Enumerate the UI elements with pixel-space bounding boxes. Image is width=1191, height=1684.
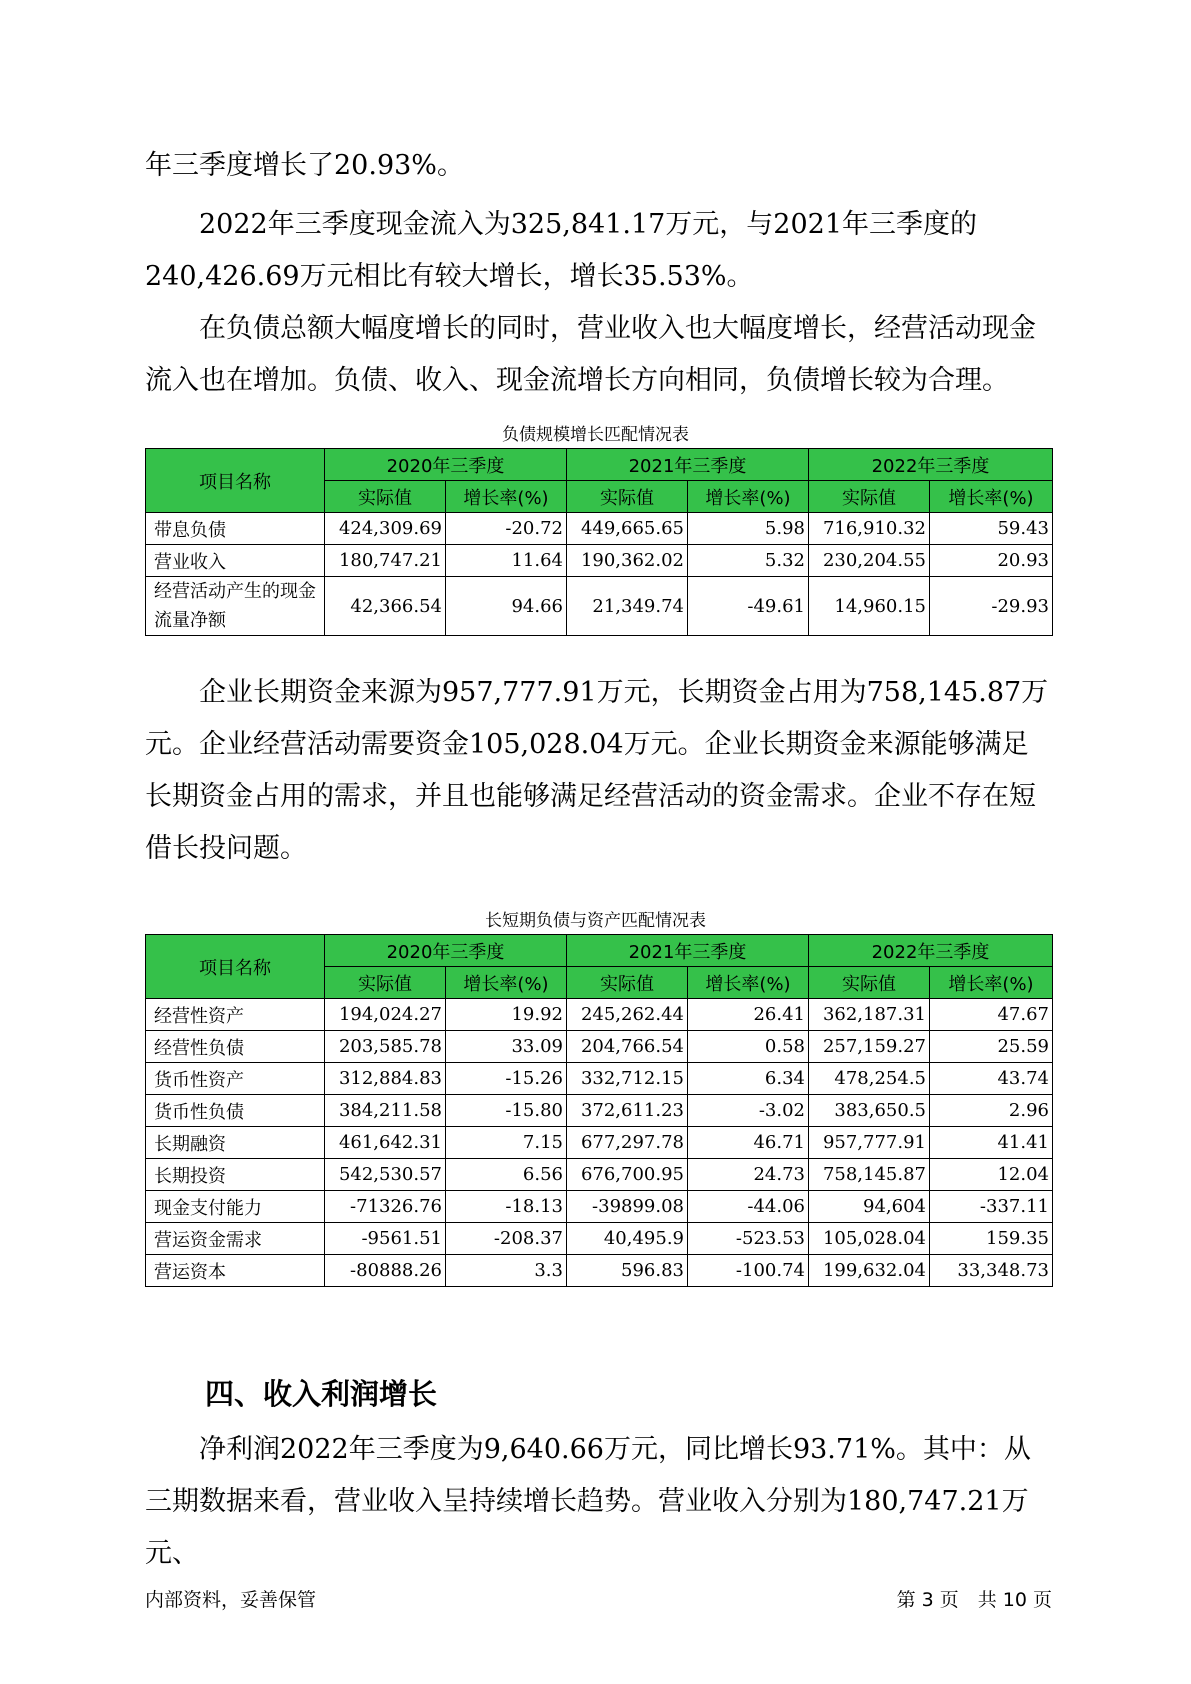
cell-actual-value: 21,349.74 xyxy=(567,577,688,636)
cell-growth-rate: -3.02 xyxy=(688,1095,809,1127)
cell-growth-rate: 20.93 xyxy=(930,545,1053,577)
cell-actual-value: -9561.51 xyxy=(325,1223,446,1255)
cell-actual-value: 203,585.78 xyxy=(325,1031,446,1063)
cell-growth-rate: 46.71 xyxy=(688,1127,809,1159)
paragraph-cash-inflow: 2022年三季度现金流入为325,841.17万元，与2021年三季度的240,426.69万元相比有较大增长，增长35.53%。 xyxy=(145,209,978,292)
cell-actual-value: -39899.08 xyxy=(567,1191,688,1223)
cell-growth-rate: 0.58 xyxy=(688,1031,809,1063)
cell-growth-rate: 24.73 xyxy=(688,1159,809,1191)
header-actual: 实际值 xyxy=(567,481,688,513)
header-period-2021: 2021年三季度 xyxy=(567,449,809,481)
header-growth: 增长率(%) xyxy=(446,967,567,999)
cell-growth-rate: -100.74 xyxy=(688,1255,809,1287)
cell-actual-value: 478,254.5 xyxy=(809,1063,930,1095)
table-row xyxy=(146,1191,1053,1223)
cell-actual-value: 312,884.83 xyxy=(325,1063,446,1095)
cell-growth-rate: -523.53 xyxy=(688,1223,809,1255)
cell-growth-rate: 5.98 xyxy=(688,513,809,545)
header-item-name: 项目名称 xyxy=(146,449,325,513)
cell-actual-value: 105,028.04 xyxy=(809,1223,930,1255)
cell-actual-value: 245,262.44 xyxy=(567,999,688,1031)
cell-actual-value: 194,024.27 xyxy=(325,999,446,1031)
cell-actual-value: 332,712.15 xyxy=(567,1063,688,1095)
header-growth: 增长率(%) xyxy=(446,481,567,513)
header-period-2020: 2020年三季度 xyxy=(325,935,567,967)
row-label: 经营活动产生的现金流量净额 xyxy=(146,577,325,636)
cell-actual-value: 372,611.23 xyxy=(567,1095,688,1127)
cell-growth-rate: 5.32 xyxy=(688,545,809,577)
table-row xyxy=(146,1159,1053,1191)
cell-actual-value: 14,960.15 xyxy=(809,577,930,636)
cell-growth-rate: -208.37 xyxy=(446,1223,567,1255)
cell-growth-rate: 7.15 xyxy=(446,1127,567,1159)
cell-growth-rate: 59.43 xyxy=(930,513,1053,545)
cell-actual-value: 461,642.31 xyxy=(325,1127,446,1159)
header-actual: 实际值 xyxy=(809,967,930,999)
cell-growth-rate: -29.93 xyxy=(930,577,1053,636)
table-row xyxy=(146,545,1053,577)
cell-growth-rate: 12.04 xyxy=(930,1159,1053,1191)
cell-actual-value: -71326.76 xyxy=(325,1191,446,1223)
row-label: 营运资金需求 xyxy=(146,1223,325,1255)
cell-actual-value: 199,632.04 xyxy=(809,1255,930,1287)
paragraph-net-profit: 净利润2022年三季度为9,640.66万元，同比增长93.71%。其中：从三期数据来看，营业收入呈持续增长趋势。营业收入分别为180,747.21万元、 xyxy=(145,1434,1031,1569)
paragraph-long-term-funding: 企业长期资金来源为957,777.91万元，长期资金占用为758,145.87万元。企业经营活动需要资金105,028.04万元。企业长期资金来源能够满足长期资金占用的需求，并且也能够满足经营活动的资金需求。企业不存在短借长投问题。 xyxy=(145,677,1049,864)
paragraph-debt-growth: 在负债总额大幅度增长的同时，营业收入也大幅度增长，经营活动现金流入也在增加。负债、收入、现金流增长方向相同，负债增长较为合理。 xyxy=(145,313,1036,396)
cell-growth-rate: 3.3 xyxy=(446,1255,567,1287)
cell-growth-rate: 6.34 xyxy=(688,1063,809,1095)
table-row xyxy=(146,1127,1053,1159)
cell-actual-value: 424,309.69 xyxy=(325,513,446,545)
cell-actual-value: 677,297.78 xyxy=(567,1127,688,1159)
cell-actual-value: 384,211.58 xyxy=(325,1095,446,1127)
header-actual: 实际值 xyxy=(567,967,688,999)
cell-growth-rate: 47.67 xyxy=(930,999,1053,1031)
cell-actual-value: 257,159.27 xyxy=(809,1031,930,1063)
header-growth: 增长率(%) xyxy=(930,481,1053,513)
header-growth: 增长率(%) xyxy=(688,481,809,513)
cell-growth-rate: -44.06 xyxy=(688,1191,809,1223)
header-period-2020: 2020年三季度 xyxy=(325,449,567,481)
cell-growth-rate: -49.61 xyxy=(688,577,809,636)
row-label: 经营性资产 xyxy=(146,999,325,1031)
cell-growth-rate: 26.41 xyxy=(688,999,809,1031)
debt-growth-match-table xyxy=(145,448,1053,636)
cell-actual-value: 449,665.65 xyxy=(567,513,688,545)
table1-caption: 负债规模增长匹配情况表 xyxy=(502,425,689,445)
cell-actual-value: 94,604 xyxy=(809,1191,930,1223)
table-row xyxy=(146,1095,1053,1127)
table2-caption: 长短期负债与资产匹配情况表 xyxy=(485,911,706,931)
footer-confidential-note: 内部资料，妥善保管 xyxy=(145,1589,317,1611)
table-row xyxy=(146,577,1053,636)
cell-growth-rate: -20.72 xyxy=(446,513,567,545)
cell-actual-value: -80888.26 xyxy=(325,1255,446,1287)
cell-growth-rate: -15.80 xyxy=(446,1095,567,1127)
cell-growth-rate: -18.13 xyxy=(446,1191,567,1223)
header-actual: 实际值 xyxy=(325,481,446,513)
row-label: 长期投资 xyxy=(146,1159,325,1191)
header-growth: 增长率(%) xyxy=(688,967,809,999)
cell-growth-rate: 2.96 xyxy=(930,1095,1053,1127)
cell-growth-rate: 43.74 xyxy=(930,1063,1053,1095)
cell-actual-value: 758,145.87 xyxy=(809,1159,930,1191)
cell-actual-value: 190,362.02 xyxy=(567,545,688,577)
cell-actual-value: 40,495.9 xyxy=(567,1223,688,1255)
cell-actual-value: 230,204.55 xyxy=(809,545,930,577)
section-heading: 四、收入利润增长 xyxy=(205,1377,438,1411)
row-label: 营运资本 xyxy=(146,1255,325,1287)
table-row xyxy=(146,1255,1053,1287)
cell-actual-value: 676,700.95 xyxy=(567,1159,688,1191)
row-label: 经营性负债 xyxy=(146,1031,325,1063)
table-row xyxy=(146,999,1053,1031)
row-label: 现金支付能力 xyxy=(146,1191,325,1223)
cell-growth-rate: 41.41 xyxy=(930,1127,1053,1159)
row-label: 货币性资产 xyxy=(146,1063,325,1095)
row-label: 货币性负债 xyxy=(146,1095,325,1127)
header-actual: 实际值 xyxy=(325,967,446,999)
cell-growth-rate: 11.64 xyxy=(446,545,567,577)
header-item-name: 项目名称 xyxy=(146,935,325,999)
cell-actual-value: 542,530.57 xyxy=(325,1159,446,1191)
cell-growth-rate: 33.09 xyxy=(446,1031,567,1063)
header-growth: 增长率(%) xyxy=(930,967,1053,999)
cell-growth-rate: -15.26 xyxy=(446,1063,567,1095)
table-row xyxy=(146,1031,1053,1063)
header-actual: 实际值 xyxy=(809,481,930,513)
table-row xyxy=(146,1223,1053,1255)
cell-growth-rate: -337.11 xyxy=(930,1191,1053,1223)
cell-actual-value: 957,777.91 xyxy=(809,1127,930,1159)
cell-actual-value: 42,366.54 xyxy=(325,577,446,636)
header-period-2022: 2022年三季度 xyxy=(809,935,1053,967)
cell-actual-value: 596.83 xyxy=(567,1255,688,1287)
table-row xyxy=(146,513,1053,545)
row-label: 长期融资 xyxy=(146,1127,325,1159)
paragraph-continuation: 年三季度增长了20.93%。 xyxy=(145,150,464,181)
row-label: 营业收入 xyxy=(146,545,325,577)
header-period-2022: 2022年三季度 xyxy=(809,449,1053,481)
cell-actual-value: 362,187.31 xyxy=(809,999,930,1031)
asset-liability-match-table xyxy=(145,934,1053,1287)
cell-growth-rate: 25.59 xyxy=(930,1031,1053,1063)
row-label: 带息负债 xyxy=(146,513,325,545)
cell-growth-rate: 19.92 xyxy=(446,999,567,1031)
cell-actual-value: 204,766.54 xyxy=(567,1031,688,1063)
cell-growth-rate: 94.66 xyxy=(446,577,567,636)
cell-growth-rate: 159.35 xyxy=(930,1223,1053,1255)
cell-actual-value: 716,910.32 xyxy=(809,513,930,545)
cell-actual-value: 383,650.5 xyxy=(809,1095,930,1127)
footer-page-number: 第 3 页 共 10 页 xyxy=(896,1589,1052,1611)
cell-actual-value: 180,747.21 xyxy=(325,545,446,577)
table-row xyxy=(146,1063,1053,1095)
cell-growth-rate: 6.56 xyxy=(446,1159,567,1191)
header-period-2021: 2021年三季度 xyxy=(567,935,809,967)
cell-growth-rate: 33,348.73 xyxy=(930,1255,1053,1287)
